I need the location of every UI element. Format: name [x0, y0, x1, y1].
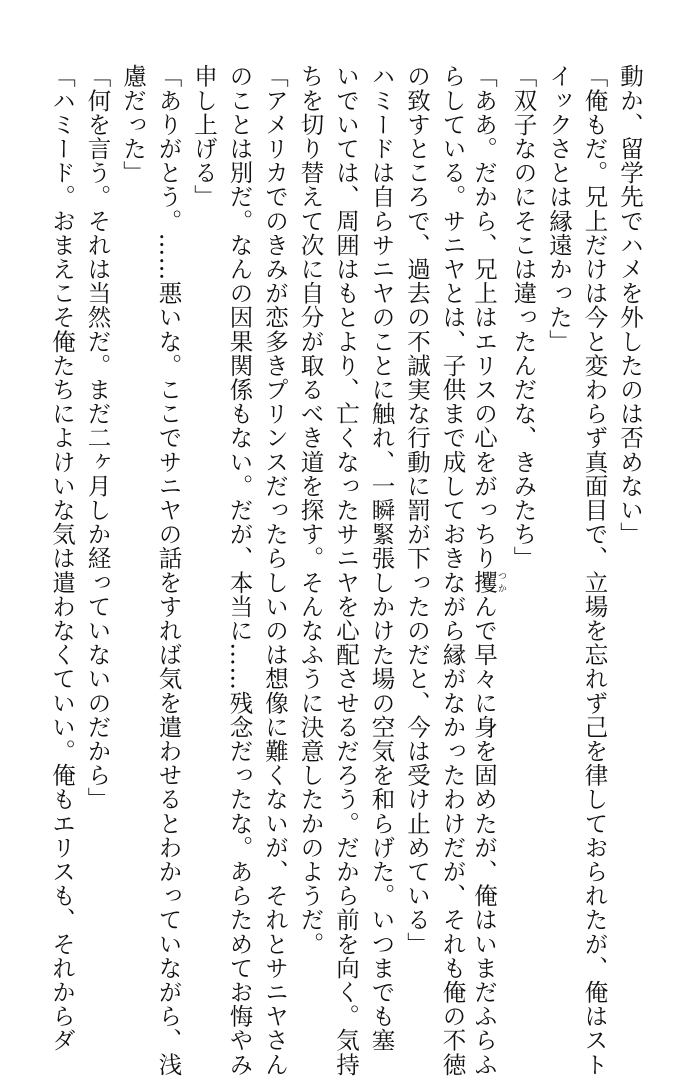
- text-line: ハミードは自らサニヤのことに触れ、一瞬緊張しかけた場の空気を和らげた。いつまでも塞: [367, 64, 396, 1053]
- text-line: 「何を言う。それは当然だ。まだ二ヶ月しか経っていないのだから」: [83, 64, 112, 812]
- ruby-word: 攫つか: [470, 570, 506, 595]
- text-line-tail: んで早々に身を固めたが、俺はいまだふらふ: [470, 594, 498, 1076]
- text-line-head: 「ああ。だから、兄上はエリスの心をがっちり: [470, 64, 498, 571]
- text-line: 「ハミード。おまえこそ俺たちによけいな気は遣わなくていい。俺もエリスも、それからダ: [48, 64, 76, 1053]
- text-line: ちを切り替えて次に自分が取るべき道を探す。そんなふうに決意したかのようだ。: [296, 64, 325, 956]
- ruby-reading: つか: [496, 570, 506, 595]
- text-line: 動か、留学先でハメを外したのは否めない」: [616, 64, 644, 546]
- text-line: イックさとは縁遠かった」: [545, 64, 573, 354]
- text-line: 申し上げる」: [190, 64, 218, 209]
- text-line: の致すところで、過去の不誠実な行動に罰が下ったのだと、今は受け止めている」: [403, 64, 431, 956]
- text-line: 「俺もだ。兄上だけは今と変わらず真面目で、立場を忘れず己を律しておられたが、俺はスト: [580, 64, 609, 1076]
- text-line-ruby: [470, 64, 506, 1076]
- text-line: 「双子なのにそこは違ったんだな、きみたち」: [509, 64, 538, 571]
- text-line: いでいては、周囲はもとより、亡くなったサニヤを心配させるだろう。だから前を向く。気持: [332, 64, 360, 1076]
- text-line: のことは別だ。なんの因果関係もない。だが、本当に……残念だったな。あらためてお悔やみ: [225, 64, 254, 1076]
- text-line: らしている。サニヤとは、子供まで成しておきながら縁がなかったわけだが、それも俺の不徳: [438, 64, 467, 1076]
- text-line: 「アメリカでのきみが恋多きプリンスだったらしいのは想像に難くないが、それとサニヤさん: [261, 64, 289, 1076]
- text-line: 慮だった」: [119, 64, 147, 185]
- text-line: 「ありがとう。……悪いな。ここでサニヤの話をすれば気を遣わせるとわかっていながら、浅: [154, 64, 183, 1076]
